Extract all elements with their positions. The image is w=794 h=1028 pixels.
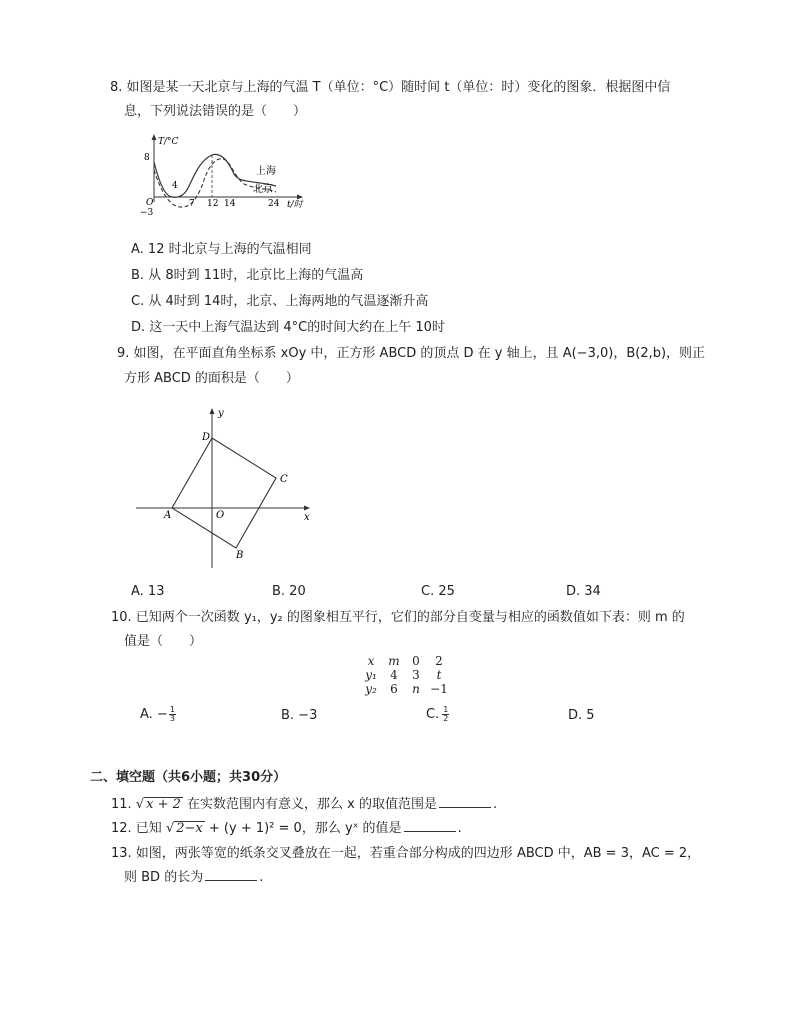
fig-y-arrow: [210, 408, 215, 414]
q8-stem-line1: 8. 如图是某一天北京与上海的气温 T（单位：°C）随时间 t（单位：时）变化的图象．根据图中信: [110, 80, 671, 95]
q10-option-b[interactable]: B. −3: [281, 708, 318, 723]
q9-option-a[interactable]: A. 13: [131, 584, 165, 599]
table-cell: x: [367, 654, 375, 668]
table-cell: y₁: [365, 668, 377, 682]
q12-radicand: 2−x: [176, 821, 203, 836]
graph-xtick-14: 14: [224, 199, 236, 209]
graph-y-label: T/°C: [158, 137, 179, 147]
table-cell: m: [388, 654, 400, 668]
q13-stem-line1: 13. 如图，两张等宽的纸条交叉叠放在一起，若重合部分构成的四边形 ABCD 中，AB = 3，AC = 2，: [111, 846, 701, 861]
fig-label-a: A: [164, 510, 172, 521]
q8-option-a[interactable]: A. 12 时北京与上海的气温相同: [131, 242, 312, 257]
q10-option-c[interactable]: [426, 706, 449, 723]
temperature-graph: [128, 130, 328, 222]
table-cell: 2: [435, 654, 443, 668]
q12-text: + (y + 1)² = 0，那么 yˣ 的值是: [208, 821, 402, 836]
q9-option-c[interactable]: C. 25: [421, 584, 455, 599]
fig-label-x: x: [304, 512, 310, 523]
fraction-numerator: 1: [443, 705, 449, 714]
q13-stem-line2: [124, 866, 263, 890]
table-cell: 0: [412, 654, 420, 668]
q10-option-c-prefix: C.: [426, 707, 440, 722]
fig-label-o: O: [216, 510, 225, 521]
graph-ytick-neg3: −3: [140, 208, 154, 218]
fig-x-arrow: [304, 506, 310, 511]
graph-x-label: t/时: [287, 200, 303, 210]
table-cell: y₂: [365, 682, 377, 696]
table-cell: t: [436, 668, 442, 682]
graph-ytick-4: 4: [172, 181, 178, 191]
q12-lead: 12. 已知: [111, 821, 162, 836]
q11-number: 11.: [111, 797, 132, 812]
q12-answer-blank[interactable]: [404, 819, 456, 832]
square-figure: [132, 400, 316, 572]
graph-xtick-24: 24: [268, 199, 280, 209]
q12-end: .: [457, 821, 462, 836]
fig-label-b: B: [236, 550, 244, 561]
series-label-shanghai: 上海: [256, 166, 276, 177]
series-label-beijing: 北京: [253, 184, 273, 195]
table-cell: −1: [430, 682, 448, 696]
graph-origin: O: [146, 198, 154, 208]
q9-option-d[interactable]: D. 34: [566, 584, 601, 599]
q13-line2-text: 则 BD 的长为: [124, 870, 204, 885]
graph-x-arrow: [297, 195, 303, 200]
q8-option-c[interactable]: C. 从 4时到 14时，北京、上海两地的气温逐渐升高: [131, 294, 429, 309]
q13-answer-blank[interactable]: [205, 868, 257, 881]
q9-stem-line1: 9. 如图，在平面直角坐标系 xOy 中，正方形 ABCD 的顶点 D 在 y 轴上，且 A(−3,0)，B(2,b)，则正: [117, 346, 706, 361]
q11-answer-blank[interactable]: [439, 795, 491, 808]
table-cell: 4: [390, 668, 398, 682]
q11-text: 在实数范围内有意义，那么 x 的取值范围是: [187, 797, 437, 812]
fraction: [442, 706, 449, 723]
fraction-numerator: 1: [169, 705, 175, 714]
graph-xtick-12: 12: [207, 199, 219, 209]
table-cell: 6: [390, 682, 398, 696]
fig-label-c: C: [280, 474, 288, 485]
q9-stem-line2: 方形 ABCD 的面积是（ ）: [124, 371, 299, 386]
q10-option-a-prefix: A. −: [140, 707, 168, 722]
fraction-denominator: 3: [169, 714, 175, 723]
fraction-denominator: 2: [443, 714, 449, 723]
graph-xtick-7: 7: [189, 199, 195, 209]
table-cell: n: [412, 682, 420, 696]
q11-radicand: x + 2: [146, 797, 181, 812]
q8-stem-line2: 息，下列说法错误的是（ ）: [124, 104, 307, 119]
square-abcd: [172, 438, 276, 548]
q12: 12. 已知 √ 2−x + (y + 1)² = 0，那么 yˣ 的值是 .: [111, 821, 462, 836]
table-cell: 3: [412, 668, 420, 682]
q8-option-b[interactable]: B. 从 8时到 11时，北京比上海的气温高: [131, 268, 364, 283]
graph-y-arrow: [152, 134, 157, 140]
section-title: 二、填空题（共6小题；共30分）: [90, 770, 287, 785]
q10-table: [358, 654, 450, 696]
q10-option-a[interactable]: [140, 706, 176, 723]
fraction: [169, 706, 176, 723]
fig-label-d: D: [202, 432, 211, 443]
fig-label-y: y: [218, 408, 224, 419]
q10-option-d[interactable]: D. 5: [568, 708, 595, 723]
q11: 11. √ x + 2 在实数范围内有意义，那么 x 的取值范围是 .: [111, 797, 498, 812]
q10-stem-line2: 值是（ ）: [124, 634, 203, 649]
q11-end: .: [493, 797, 498, 812]
graph-ytick-8: 8: [144, 153, 150, 163]
q9-option-b[interactable]: B. 20: [272, 584, 306, 599]
q8-option-d[interactable]: D. 这一天中上海气温达到 4°C的时间大约在上午 10时: [131, 320, 445, 335]
q13-end: .: [259, 870, 264, 885]
q10-stem-line1: 10. 已知两个一次函数 y₁，y₂ 的图象相互平行，它们的部分自变量与相应的函数值如下表：则 m 的: [111, 610, 685, 625]
